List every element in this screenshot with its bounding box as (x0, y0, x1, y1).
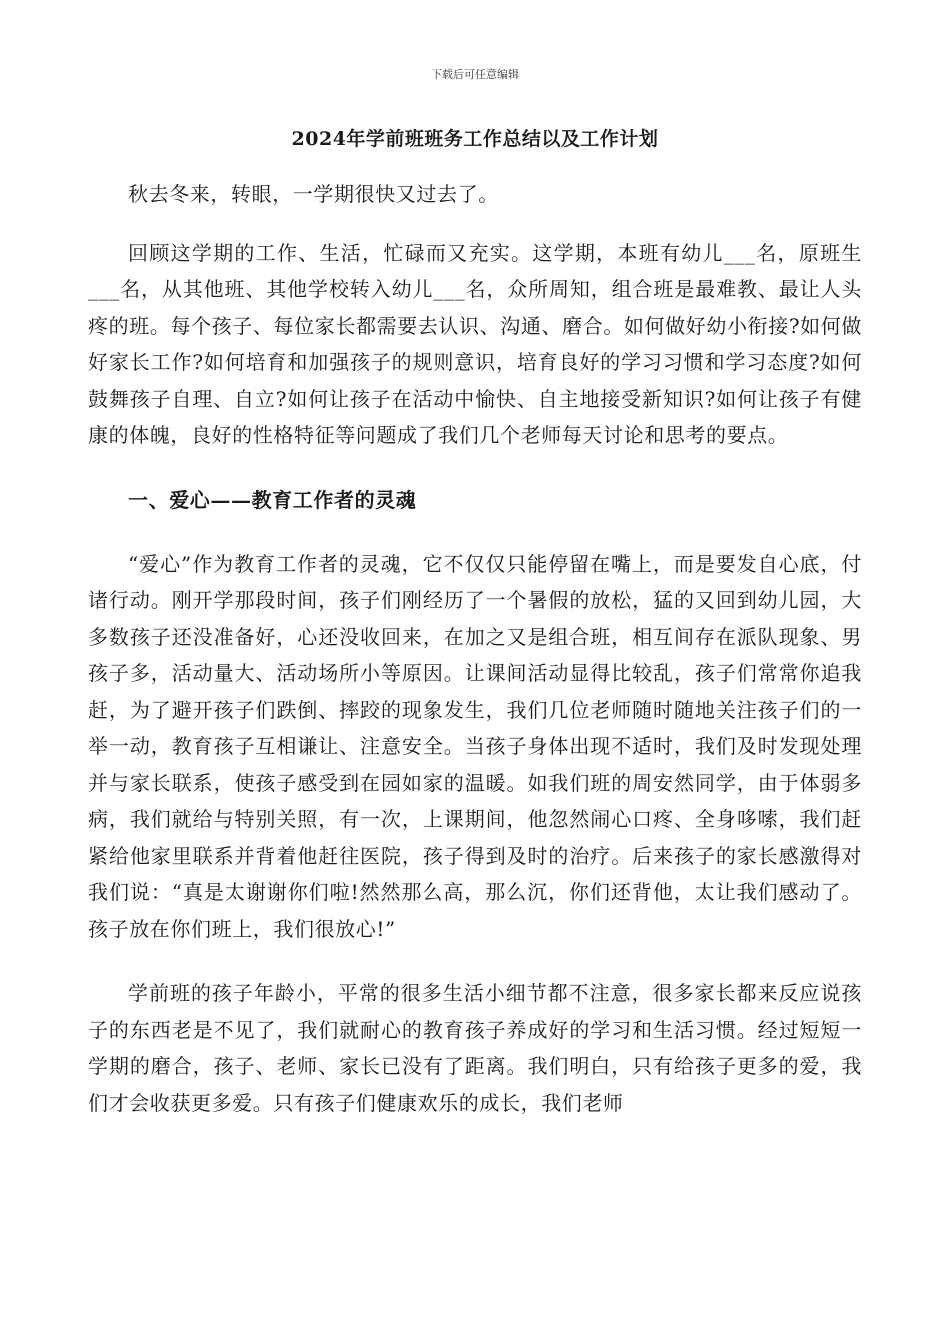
header-note: 下载后可任意编辑 (431, 68, 519, 81)
paragraph-love: “爱心”作为教育工作者的灵魂，它不仅仅只能停留在嘴上，而是要发自心底，付诸行动。刚开学那段时间，孩子们刚经历了一个暑假的放松，猛的又回到幼儿园，大多数孩子还没准备好，心还没收回来，在加之又是组合班，相互间存在派队现象、男孩子多，活动量大、活动场所小等原因。让课间活动显得比较乱，孩子们常常你追我赶，为了避开孩子们跌倒、摔跤的现象发生，我们几位老师随时随地关注孩子们的一举一动，教育孩子互相谦让、注意安全。当孩子身体出现不适时，我们及时发现处理并与家长联系，使孩子感受到在园如家的温暖。如我们班的周安然同学，由于体弱多病，我们就给与特别关照，有一次，上课期间，他忽然闹心口疼、全身哆嗦，我们赶紧给他家里联系并背着他赶往医院，孩子得到及时的治疗。后来孩子的家长感激得对我们说：“真是太谢谢你们啦!然然那么高，那么沉，你们还背他，太让我们感动了。孩子放在你们班上，我们很放心!” (88, 551, 862, 941)
paragraph-habits: 学前班的孩子年龄小，平常的很多生活小细节都不注意，很多家长都来反应说孩子的东西老是不见了，我们就耐心的教育孩子养成好的学习和生活习惯。经过短短一学期的磨合，孩子、老师、家长已没有了距离。我们明白，只有给孩子更多的爱，我们才会收获更多爱。只有孩子们健康欢乐的成长，我们老师 (88, 981, 862, 1115)
paragraph-review: 回顾这学期的工作、生活，忙碌而又充实。这学期，本班有幼儿___名，原班生___名，从其他班、其他学校转入幼儿___名，众所周知，组合班是最难教、最让人头疼的班。每个孩子、每位家长都需要去认识、沟通、磨合。如何做好幼小衔接?如何做好家长工作?如何培育和加强孩子的规则意识，培育良好的学习习惯和学习态度?如何鼓舞孩子自理、自立?如何让孩子在活动中愉快、自主地接受新知识?如何让孩子有健康的体魄，良好的性格特征等问题成了我们几个老师每天讨论和思考的要点。 (88, 240, 862, 447)
section-heading-love: 一、爱心——教育工作者的灵魂 (128, 487, 417, 512)
document-body (88, 176, 862, 1121)
paragraph-intro: 秋去冬来，转眼，一学期很快又过去了。 (128, 182, 499, 206)
document-title: 2024年学前班班务工作总结以及工作计划 (291, 128, 659, 150)
